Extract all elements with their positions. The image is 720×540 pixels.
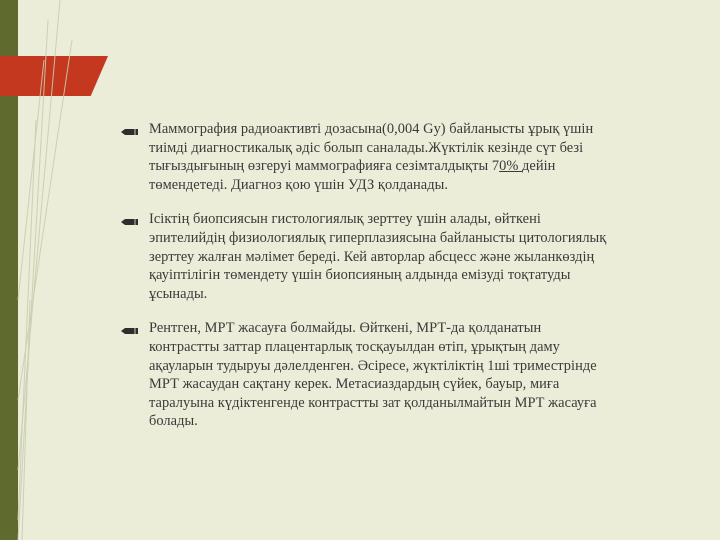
bullet-text-part: Маммография радиоактивті дозасына(0,004 Gy) байланысты ұрық үшін тиімді диагностикалық әдіс болып саналады.Жүктілік кезінде сүт безі тығыздығының өзгеруі маммографияға сезімталдықты 7 [149, 121, 594, 175]
bullet-item-mri [118, 319, 608, 431]
bullet-item-mammography [118, 120, 608, 194]
bullet-text: Рентген, МРТ жасауға болмайды. Өйткені, МРТ-да қолданатын контрастты заттар плацентарлық тосқауылдан өтіп, ұрықтың даму ақауларын тудыруы дәлелденген. Әсіресе, жүктіліктің 1ші триместрінде МРТ жасаудан сақтану керек. Метасиаздардың сүйек, бауыр, миға таралуына күдіктенгенде контрастты зат қолданылмайтын МРТ жасауға болады. [149, 320, 597, 430]
bullet-text-part: дейін төмендетеді. Диагноз қою үшін УДЗ қолданады. [149, 158, 556, 193]
bullet-item-biopsy [118, 210, 608, 303]
bullet-list [118, 120, 608, 447]
bullet-text: Ісіктің биопсиясын гистологиялық зерттеу үшін алады, өйткені эпителийдің физиологиялық гиперплазиясына байланысты цитологиялық зерттеу жалған мәлімет береді. Кей авторлар абсцесс және жыланкөздің қауіптілігін төмендету үшін биопсияның алдында емізуді тоқтатуды ұсынады. [149, 211, 607, 302]
bullet-text [149, 120, 608, 194]
pencil-icon [121, 126, 139, 138]
red-accent-block [0, 56, 108, 96]
pencil-icon [121, 216, 139, 228]
pencil-icon [121, 325, 139, 337]
underlined-text: 0% [499, 158, 523, 175]
